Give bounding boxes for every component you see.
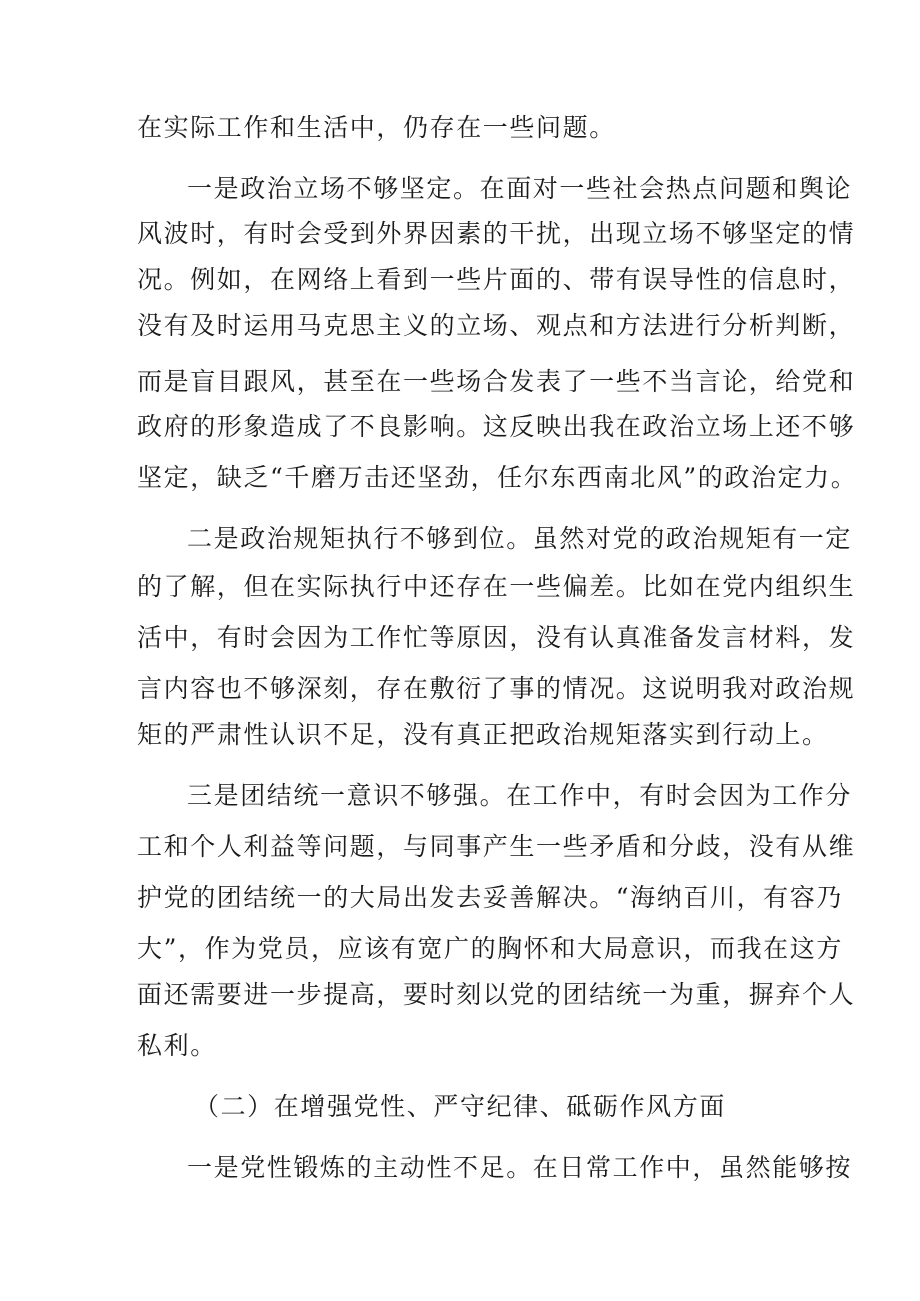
text-line: 工和个人利益等问题，与同事产生一些矛盾和分歧，没有从维 xyxy=(137,832,856,861)
text-line: 风波时，有时会受到外界因素的干扰，出现立场不够坚定的情 xyxy=(137,219,856,248)
text-line: 坚定，缺乏“千磨万击还坚劲，任尔东西南北风”的政治定力。 xyxy=(137,463,858,492)
text-line: 在实际工作和生活中，仍存在一些问题。 xyxy=(137,113,616,142)
text-line: 而是盲目跟风，甚至在一些场合发表了一些不当言论，给党和 xyxy=(137,367,856,396)
text-line: 言内容也不够深刻，存在敷衍了事的情况。这说明我对政治规 xyxy=(137,674,856,703)
text-line: 没有及时运用马克思主义的立场、观点和方法进行分析判断， xyxy=(137,311,856,340)
paragraph-first-line: 一是党性锻炼的主动性不足。在日常工作中，虽然能够按 xyxy=(187,1153,853,1182)
text-line: 况。例如，在网络上看到一些片面的、带有误导性的信息时， xyxy=(137,265,856,294)
paragraph-first-line: 三是团结统一意识不够强。在工作中，有时会因为工作分 xyxy=(187,781,853,810)
text-line: 大”，作为党员，应该有宽广的胸怀和大局意识，而我在这方 xyxy=(137,934,843,963)
section-heading: （二）在增强党性、严守纪律、砥砺作风方面 xyxy=(193,1092,726,1121)
text-line: 私利。 xyxy=(137,1031,217,1060)
text-line: 政府的形象造成了不良影响。这反映出我在政治立场上还不够 xyxy=(137,412,856,441)
text-line: 的了解，但在实际执行中还存在一些偏差。比如在党内组织生 xyxy=(137,572,856,601)
paragraph-first-line: 一是政治立场不够坚定。在面对一些社会热点问题和舆论 xyxy=(187,174,853,203)
paragraph-first-line: 二是政治规矩执行不够到位。虽然对党的政治规矩有一定 xyxy=(187,524,853,553)
text-line: 矩的严肃性认识不足，没有真正把政治规矩落实到行动上。 xyxy=(137,720,829,749)
text-line: 面还需要进一步提高，要时刻以党的团结统一为重，摒弃个人 xyxy=(137,980,856,1009)
text-line: 活中，有时会因为工作忙等原因，没有认真准备发言材料，发 xyxy=(137,623,856,652)
text-line: 护党的团结统一的大局出发去妥善解决。“海纳百川，有容乃 xyxy=(137,883,843,912)
